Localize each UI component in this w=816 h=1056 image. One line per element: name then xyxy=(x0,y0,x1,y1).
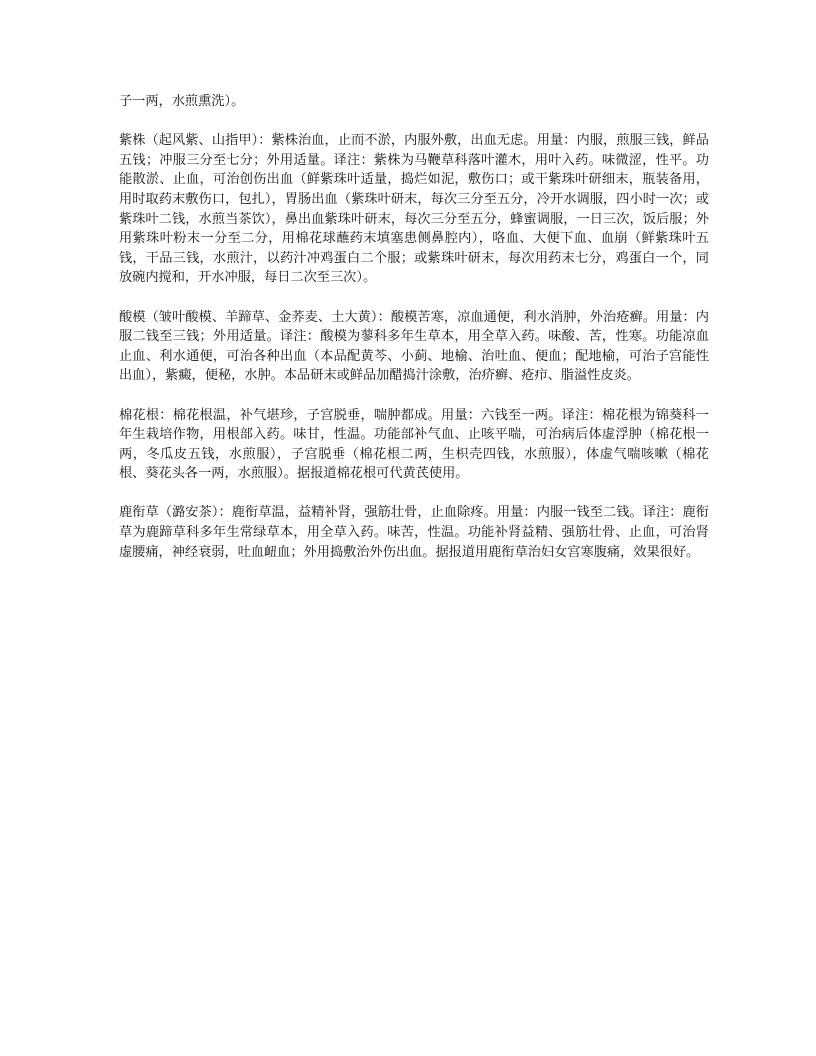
paragraph-suanmo: 酸模（皱叶酸模、羊蹄草、金荞麦、土大黄）：酸模苦寒，凉血通便，利水消肿，外治疮癣。用量：内服二钱至三钱；外用适量。译注：酸模为蓼科多年生草本，用全草入药。味酸、苦，性寒。功能凉血止血、利水通便，可治各种出血（本品配黄芩、小蓟、地榆、治吐血、便血；配地榆，可治子宫能性出血），紫癜，便秘，水肿。本品研末或鲜品加醋捣汁涂敷，治疥癣、疮疖、脂溢性皮炎。 xyxy=(119,309,709,384)
paragraph-zizhu: 紫株（起风紫、山指甲）：紫株治血，止而不淤，内服外敷，出血无虑。用量：内服，煎服三钱，鲜品五钱；冲服三分至七分；外用适量。译注：紫株为马鞭草科落叶灌木，用叶入药。味微涩，性平。功能散淤、止血，可治创伤出血（鲜紫珠叶适量，捣烂如泥，敷伤口；或干紫珠叶研细末，瓶装备用，用时取药末敷伤口，包扎），胃肠出血（紫珠叶研末，每次三分至五分，冷开水调服，四小时一次；或紫珠叶二钱，水煎当茶饮），鼻出血紫珠叶研末，每次三分至五分，蜂蜜调服，一日三次，饭后服；外用紫珠叶粉末一分至二分，用棉花球蘸药末填塞患侧鼻腔内），咯血、大便下血、血崩（鲜紫珠叶五钱，干品三钱，水煎汁，以药汁冲鸡蛋白二个服；或紫珠叶研末，每次用药末七分，鸡蛋白一个，同放碗内搅和，开水冲服，每日二次至三次）。 xyxy=(119,133,709,286)
paragraph-continuation: 子一两，水煎熏洗）。 xyxy=(119,94,245,109)
paragraph-mianhuagen: 棉花根：棉花根温，补气堪珍，子宫脱垂，喘肿都成。用量：六钱至一两。译注：棉花根为锦葵科一年生栽培作物，用根部入药。味甘，性温。功能部补气血、止咳平喘，可治病后体虚浮肿（棉花根一两，冬瓜皮五钱，水煎服），子宫脱垂（棉花根二两，生枳壳四钱，水煎服），体虚气喘咳嗽（棉花根、葵花头各一两，水煎服）。据报道棉花根可代黄芪使用。 xyxy=(119,407,709,482)
document-page xyxy=(119,92,709,582)
paragraph-luxiancao: 鹿衔草（潞安茶）：鹿衔草温，益精补肾，强筋壮骨，止血除疼。用量：内服一钱至二钱。译注：鹿衔草为鹿蹄草科多年生常绿草本，用全草入药。味苦，性温。功能补肾益精、强筋壮骨、止血，可治肾虚腰痛，神经衰弱，吐血衄血；外用捣敷治外伤出血。据报道用鹿衔草治妇女宫寒腹痛，效果很好。 xyxy=(119,505,709,560)
